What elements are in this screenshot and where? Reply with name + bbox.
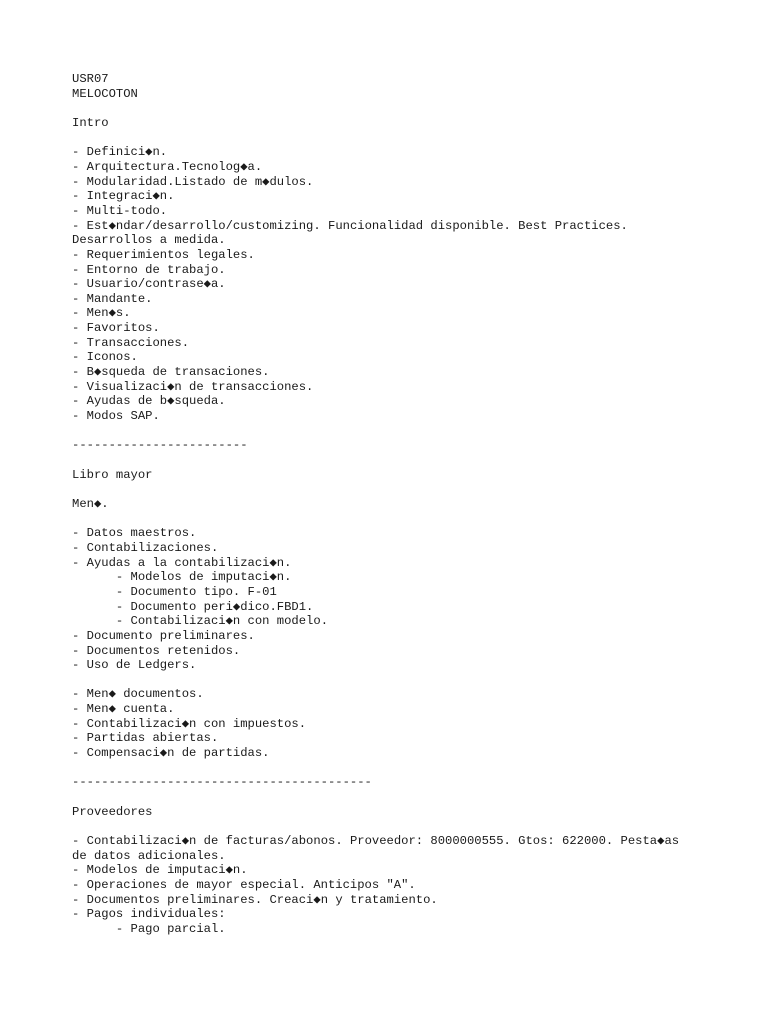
text-line: - Men◆ cuenta. [72, 702, 175, 717]
text-line [72, 482, 752, 497]
text-line: - Est◆ndar/desarrollo/customizing. Funcionalidad disponible. Best Practices. [72, 218, 628, 233]
text-line: - Compensaci◆n de partidas. [72, 746, 270, 761]
text-line: - Transacciones. [72, 335, 190, 350]
text-line: - Documentos retenidos. [72, 643, 241, 658]
text-line [72, 819, 752, 834]
text-line: - Multi-todo. [72, 203, 168, 218]
document-page [72, 72, 752, 937]
text-line: - Visualizaci◆n de transacciones. [72, 379, 314, 394]
text-line: - Modelos de imputaci◆n. [72, 570, 292, 585]
text-line: - Contabilizaciones. [72, 540, 219, 555]
text-line: Men◆. [72, 496, 109, 511]
text-line: - B◆squeda de transaciones. [72, 365, 270, 380]
text-line: Intro [72, 115, 109, 130]
text-line: - Arquitectura.Tecnolog◆a. [72, 159, 263, 174]
text-line: Desarrollos a medida. [72, 233, 226, 248]
text-line: - Operaciones de mayor especial. Anticipos "A". [72, 877, 416, 892]
text-line: - Contabilizaci◆n con impuestos. [72, 716, 307, 731]
text-line [72, 673, 752, 688]
text-line: MELOCOTON [72, 86, 138, 101]
text-line: ----------------------------------------- [72, 775, 372, 790]
text-line: - Documento preliminares. [72, 628, 255, 643]
text-line: - Modelos de imputaci◆n. [72, 863, 248, 878]
text-line: - Ayudas de b◆squeda. [72, 394, 226, 409]
text-line [72, 453, 752, 468]
text-line: - Ayudas a la contabilizaci◆n. [72, 555, 292, 570]
text-line [72, 790, 752, 805]
text-line: - Modularidad.Listado de m◆dulos. [72, 174, 314, 189]
text-line: - Modos SAP. [72, 409, 160, 424]
text-line: Libro mayor [72, 467, 153, 482]
text-line: - Definici◆n. [72, 145, 168, 160]
text-line: - Favoritos. [72, 321, 160, 336]
text-line: - Mandante. [72, 291, 153, 306]
text-line: - Iconos. [72, 350, 138, 365]
text-line: - Pago parcial. [72, 921, 226, 936]
text-line: - Uso de Ledgers. [72, 658, 197, 673]
text-line: - Men◆s. [72, 306, 131, 321]
text-line: - Integraci◆n. [72, 189, 175, 204]
text-line: ------------------------ [72, 438, 248, 453]
text-line [72, 761, 752, 776]
text-line: - Requerimientos legales. [72, 247, 255, 262]
text-line: - Documento peri◆dico.FBD1. [72, 599, 314, 614]
text-line: - Datos maestros. [72, 526, 197, 541]
text-line [72, 131, 752, 146]
text-line [72, 101, 752, 116]
text-line: - Men◆ documentos. [72, 687, 204, 702]
text-line: - Contabilizaci◆n de facturas/abonos. Proveedor: 8000000555. Gtos: 622000. Pesta◆as [72, 833, 680, 848]
text-line: Proveedores [72, 804, 153, 819]
text-line: - Partidas abiertas. [72, 731, 219, 746]
text-line [72, 512, 752, 527]
text-line: - Entorno de trabajo. [72, 262, 226, 277]
text-line [72, 424, 752, 439]
text-line: USR07 [72, 72, 109, 86]
text-line: - Pagos individuales: [72, 907, 226, 922]
text-line: - Contabilizaci◆n con modelo. [72, 614, 329, 629]
text-line: de datos adicionales. [72, 848, 226, 863]
text-line: - Documento tipo. F-01 [72, 584, 277, 599]
text-line: - Documentos preliminares. Creaci◆n y tratamiento. [72, 892, 438, 907]
text-line: - Usuario/contrase◆a. [72, 277, 226, 292]
